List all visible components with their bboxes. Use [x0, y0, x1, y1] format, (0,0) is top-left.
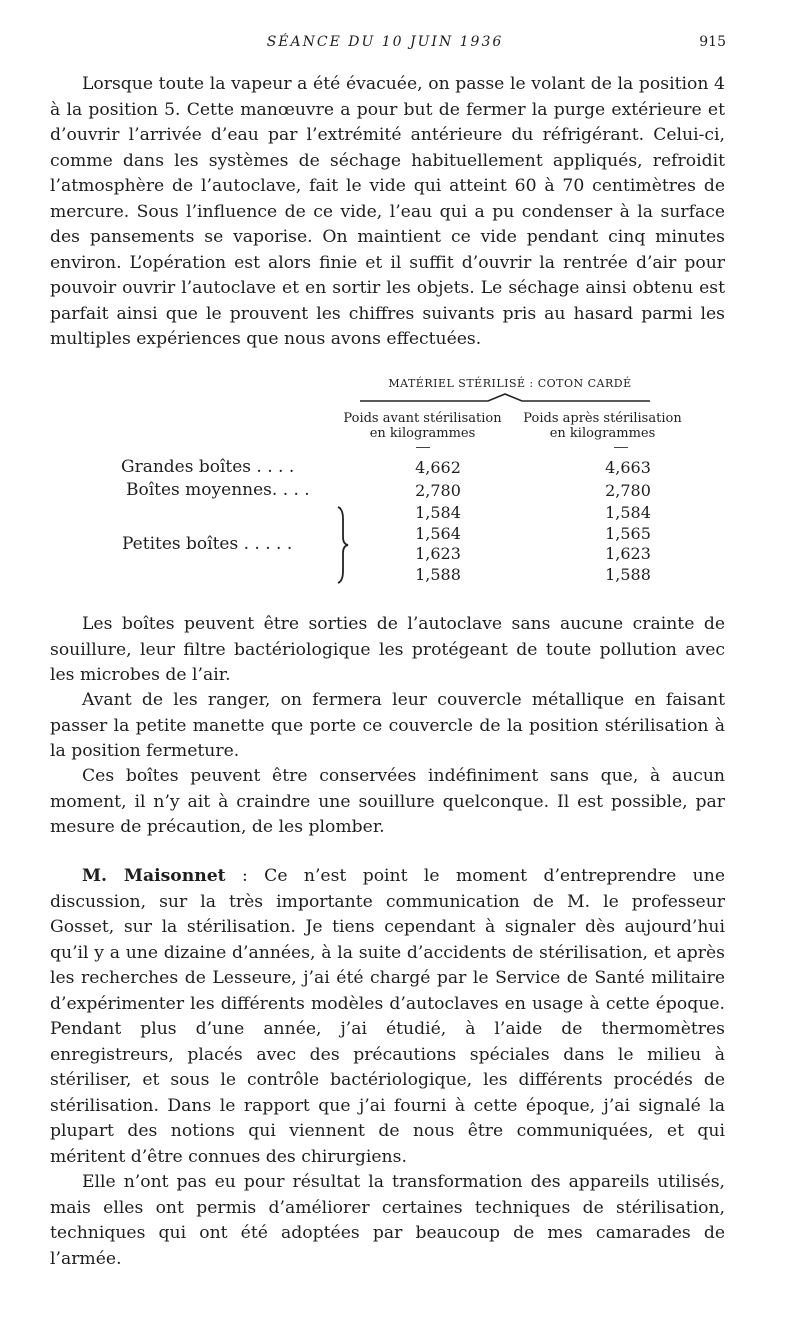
page-header — [0, 34, 800, 54]
cell-before: 1,584 — [415, 503, 461, 522]
group-label: Petites boîtes . . . . . — [122, 534, 293, 554]
cell-after: 1,584 — [605, 503, 651, 522]
cell-before: 2,780 — [415, 481, 461, 500]
group-brace — [334, 505, 352, 585]
cell-before: 1,588 — [415, 565, 461, 584]
cell-before: 1,623 — [415, 544, 461, 563]
running-title: SÉANCE DU 10 JUIN 1936 — [266, 34, 504, 50]
speaker-text: : Ce n’est point le moment d’entreprendre une discussion, sur la très importante communication de M. le professeur Gosset, sur la stérilisation. Je tiens cependant à signaler dès aujourd’hui qu’il y a une dizaine d’années, à la suite d’accidents de stérilisation, et après les recherches de Lesseure, j’ai été chargé par le Service de Santé militaire d’expérimenter les différents modèles d’autoclaves en usage à cette époque. Pendant plus d’une année, j’ai étudié, à l’aide de thermomètres enregistreurs, placés avec des précautions spéciales dans le milieu à stériliser, et sous le contrôle bactériologique, les différents procédés de stérilisation. Dans le rapport que j’ai fourni à cette époque, j’ai signalé la plupart des notions qui viennent de nous être communiquées, et qui méritent d’être connues des chirurgiens. — [50, 866, 725, 1167]
paragraph-result: Elle n’ont pas eu pour résultat la transformation des appareils utilisés, mais elles ont permis d’améliorer certaines techniques de stérilisation, techniques qui ont été adoptées par beaucoup de mes camarades de l’armée. — [50, 1172, 725, 1269]
row-label: Boîtes moyennes. . . . — [126, 480, 310, 500]
cell-after: 1,623 — [605, 544, 651, 563]
table-title-rule — [340, 391, 670, 411]
column-header-after: Poids après stérilisation en kilogrammes — [523, 411, 682, 441]
cell-after: 1,565 — [605, 524, 651, 543]
cell-after: 2,780 — [605, 481, 651, 500]
cell-before: 1,564 — [415, 524, 461, 543]
cell-after: 4,663 — [605, 458, 651, 477]
column-dash — [416, 447, 430, 448]
row-label: Grandes boîtes . . . . — [121, 457, 295, 477]
paragraph-storage: Avant de les ranger, on fermera leur couvercle métallique en faisant passer la petite manette que porte ce couvercle de la position stérilisation à la position fermeture. — [50, 690, 725, 761]
speaker-name: M. Maisonnet — [82, 866, 226, 886]
paragraph-maisonnet — [50, 864, 725, 1170]
column-header-before: Poids avant stérilisation en kilogrammes — [343, 411, 502, 441]
cell-before: 4,662 — [415, 458, 461, 477]
column-dash — [614, 447, 628, 448]
paragraph-boxes: Les boîtes peuvent être sorties de l’autoclave sans aucune crainte de souillure, leur filtre bactériologique les protégeant de toute pollution avec les microbes de l’air. — [50, 614, 725, 685]
paragraph-drying: Lorsque toute la vapeur a été évacuée, on passe le volant de la position 4 à la position 5. Cette manœuvre a pour but de fermer la purge extérieure et d’ouvrir l’arrivée d’eau par l’extrémité antérieure du réfrigérant. Celui-ci, comme dans les systèmes de séchage habituellement appliqués, refroidit l’atmosphère de l’autoclave, fait le vide qui atteint 60 à 70 centimètres de mercure. Sous l’influence de ce vide, l’eau qui a pu condenser à la surface des pansements se vaporise. On maintient ce vide pendant cinq minutes environ. L’opération est alors finie et il suffit d’ouvrir la rentrée d’air pour pouvoir ouvrir l’autoclave et en sortir les objets. Le séchage ainsi obtenu est parfait ainsi que le prouvent les chiffres suivants pris au hasard parmi les multiples expériences que nous avons effectuées. — [50, 74, 725, 349]
page-number: 915 — [699, 34, 726, 50]
cell-after: 1,588 — [605, 565, 651, 584]
paragraph-conservation: Ces boîtes peuvent être conservées indéfiniment sans que, à aucun moment, il n’y ait à craindre une souillure quelconque. Il est possible, par mesure de précaution, de les plomber. — [50, 766, 725, 837]
table-title: MATÉRIEL STÉRILISÉ : COTON CARDÉ — [388, 377, 632, 390]
